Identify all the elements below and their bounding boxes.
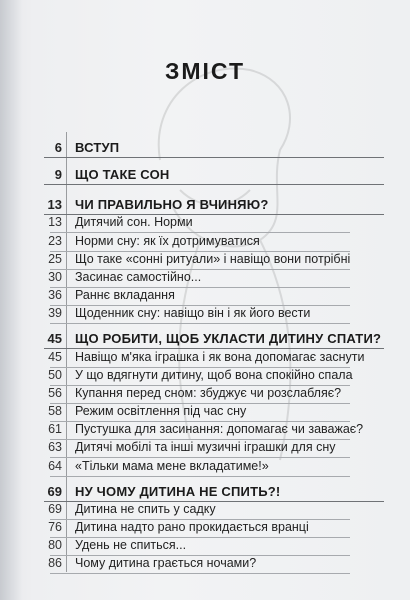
toc-page-number: 69 (47, 484, 62, 499)
toc-entry-title: Засинає самостійно... (75, 270, 202, 284)
toc-page-number: 80 (48, 538, 62, 552)
toc-separator (44, 348, 384, 349)
toc-page-number: 13 (48, 215, 62, 229)
toc-page-number: 45 (48, 350, 62, 364)
toc-page-number: 61 (48, 422, 62, 436)
toc-entry-title: Пустушка для засинання: допомагає чи заважає? (75, 422, 364, 436)
toc-entry (0, 502, 410, 519)
toc-entry-title: Що таке «сонні ритуали» і навіщо вони потрібні (75, 252, 351, 266)
toc-heading (0, 331, 410, 348)
toc-entry (0, 215, 410, 232)
toc-page-number: 86 (48, 556, 62, 570)
toc-page-number: 76 (48, 520, 62, 534)
toc-heading (0, 484, 410, 501)
toc-entry-title: Раннє вкладання (75, 288, 175, 302)
toc-separator (50, 323, 350, 324)
toc-entry-title: Чому дитина грається ночами? (75, 556, 257, 570)
toc-entry (0, 556, 410, 573)
toc-page-number: 23 (48, 234, 62, 248)
page-title: ЗМІСТ (164, 58, 246, 84)
toc-heading (0, 167, 410, 184)
toc-entry (0, 252, 410, 269)
toc-entry-title: ВСТУП (75, 140, 120, 155)
toc-page-number: 25 (48, 252, 62, 266)
toc-page-number: 9 (54, 167, 62, 182)
toc-entry-title: Купання перед сном: збуджує чи розслабляє? (75, 386, 342, 400)
toc-entry (0, 538, 410, 555)
toc-separator (50, 476, 350, 477)
toc-entry-title: Навіщо м'яка іграшка і як вона допомагає заснути (75, 350, 365, 364)
toc-page-number: 36 (48, 288, 62, 302)
toc-entry (0, 270, 410, 287)
toc-entry-title: ЩО РОБИТИ, ЩОБ УКЛАСТИ ДИТИНУ СПАТИ? (75, 331, 382, 346)
toc-entry-title: ЧИ ПРАВИЛЬНО Я ВЧИНЯЮ? (75, 197, 269, 212)
toc-entry-title: Щоденник сну: навіщо він і як його вести (75, 306, 311, 320)
toc-entry-title: У що вдягнути дитину, щоб вона спокійно спала (75, 368, 353, 382)
toc-entry (0, 234, 410, 251)
toc-page-number: 64 (48, 459, 62, 473)
toc-entry (0, 350, 410, 367)
toc-entry-title: Норми сну: як їх дотримуватися (75, 234, 260, 248)
toc-entry-title: Дитина не спить у садку (75, 502, 216, 516)
toc-entry (0, 422, 410, 439)
toc-heading (0, 197, 410, 214)
toc-separator (44, 184, 384, 185)
toc-entry-title: НУ ЧОМУ ДИТИНА НЕ СПИТЬ?! (75, 484, 281, 499)
toc-entry-title: Дитячий сон. Норми (75, 215, 193, 229)
toc-entry (0, 368, 410, 385)
toc-separator (44, 157, 384, 158)
toc-entry (0, 440, 410, 457)
toc-page-number: 69 (48, 502, 62, 516)
toc-separator (50, 457, 350, 458)
toc-entry-title: Удень не спиться... (75, 538, 187, 552)
toc-separator (50, 232, 350, 233)
toc-page-number: 50 (48, 368, 62, 382)
toc-entry (0, 459, 410, 476)
toc-page-number: 56 (48, 386, 62, 400)
toc-entry-title: Режим освітлення під час сну (75, 404, 247, 418)
toc-page-number: 30 (48, 270, 62, 284)
toc-entry (0, 520, 410, 537)
toc-page-number: 58 (48, 404, 62, 418)
toc-entry (0, 404, 410, 421)
toc-entry-title: Дитячі мобілі та інші музичні іграшки для сну (75, 440, 336, 454)
toc-entry (0, 288, 410, 305)
toc-page-number: 63 (48, 440, 62, 454)
toc-page-number: 45 (47, 331, 62, 346)
toc-entry-title: Дитина надто рано прокидається вранці (75, 520, 309, 534)
toc-page-number: 6 (54, 140, 62, 155)
toc-page-number: 39 (48, 306, 62, 320)
toc-page-number: 13 (47, 197, 62, 212)
toc-separator (50, 573, 350, 574)
toc-entry-title: «Тільки мама мене вкладатиме!» (75, 459, 269, 473)
toc-entry (0, 306, 410, 323)
toc-entry (0, 386, 410, 403)
toc-heading (0, 140, 410, 157)
toc-entry-title: ЩО ТАКЕ СОН (75, 167, 170, 182)
